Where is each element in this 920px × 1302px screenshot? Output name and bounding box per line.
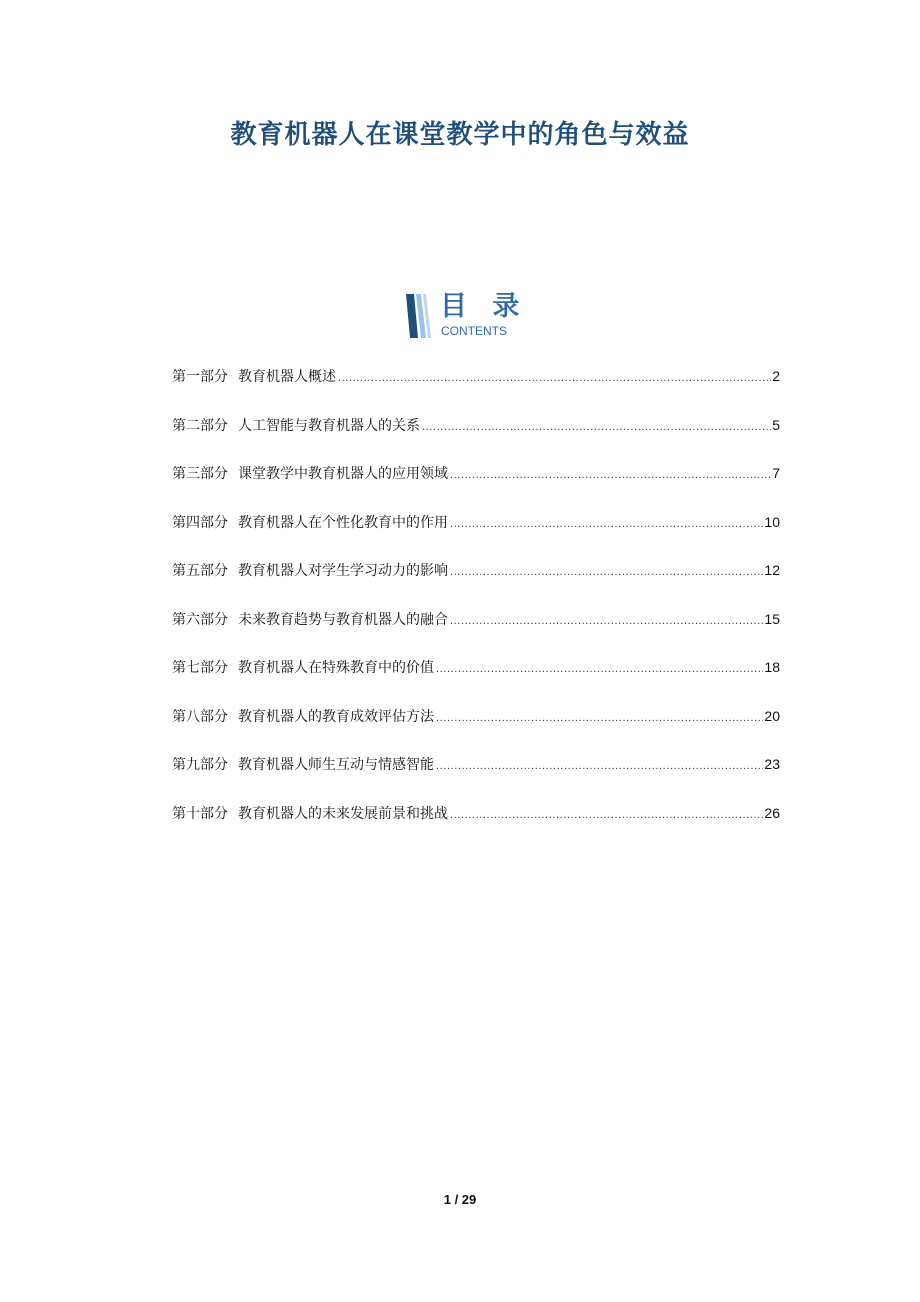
toc-entry-part: 第二部分 (172, 417, 228, 434)
toc-dot-leader (436, 659, 763, 679)
toc-entry-page: 10 (764, 513, 780, 530)
toc-entry-title: 教育机器人对学生学习动力的影响 (238, 563, 448, 579)
toc-dot-leader (450, 562, 763, 582)
toc-entry-page: 7 (772, 465, 780, 481)
toc-entry-title: 教育机器人师生互动与情感智能 (238, 757, 434, 773)
toc-entry-part: 第四部分 (172, 514, 228, 531)
toc-entry-title: 教育机器人的未来发展前景和挑战 (238, 805, 448, 822)
toc-entry-title: 教育机器人在特殊教育中的价值 (238, 660, 434, 676)
toc-entry-5[interactable] (172, 560, 780, 609)
toc-entry-page: 18 (764, 659, 780, 675)
toc-entry-8[interactable] (172, 706, 780, 755)
toc-dot-leader (338, 368, 771, 388)
toc-entry-part: 第九部分 (172, 757, 228, 773)
toc-entry-page: 20 (764, 707, 780, 724)
toc-logo-icon (406, 294, 432, 338)
toc-entry-title: 教育机器人在个性化教育中的作用 (238, 514, 448, 531)
toc-entry-part: 第七部分 (172, 660, 228, 676)
toc-entry-2[interactable] (172, 415, 780, 464)
toc-heading: 目 录 (440, 291, 528, 322)
toc-entry-6[interactable] (172, 609, 780, 658)
toc-dot-leader (422, 417, 771, 437)
toc-entry-1[interactable] (172, 366, 780, 415)
toc-entry-page: 23 (764, 756, 780, 772)
toc-dot-leader (450, 514, 763, 534)
page-number: 1 / 29 (443, 1192, 477, 1207)
toc-entry-part: 第十部分 (172, 805, 228, 822)
toc-dot-leader (450, 611, 763, 631)
toc-entry-part: 第五部分 (172, 563, 228, 579)
toc-entry-10[interactable] (172, 803, 780, 852)
toc-entry-title: 教育机器人概述 (238, 369, 336, 385)
toc-entry-page: 26 (764, 804, 780, 821)
document-title: 教育机器人在课堂教学中的角色与效益 (230, 120, 690, 150)
toc-dot-leader (450, 465, 771, 485)
toc-entry-title: 课堂教学中教育机器人的应用领域 (238, 466, 448, 482)
toc-entry-part: 第六部分 (172, 611, 228, 628)
toc-entry-page: 15 (764, 610, 780, 627)
toc-entry-3[interactable] (172, 463, 780, 512)
toc-entry-title: 教育机器人的教育成效评估方法 (238, 708, 434, 725)
toc-entry-page: 5 (772, 416, 780, 433)
toc-entry-page: 12 (764, 562, 780, 578)
toc-entry-page: 2 (772, 368, 780, 384)
table-of-contents (172, 366, 780, 851)
toc-entry-part: 第一部分 (172, 369, 228, 385)
toc-entry-4[interactable] (172, 512, 780, 561)
toc-entry-part: 第三部分 (172, 466, 228, 482)
toc-dot-leader (450, 805, 763, 825)
toc-dot-leader (436, 708, 763, 728)
toc-header (406, 292, 526, 340)
toc-entry-title: 人工智能与教育机器人的关系 (238, 417, 420, 434)
toc-entry-9[interactable] (172, 754, 780, 803)
toc-entry-part: 第八部分 (172, 708, 228, 725)
toc-dot-leader (436, 756, 763, 776)
toc-subheading: CONTENTS (441, 324, 507, 338)
toc-entry-7[interactable] (172, 657, 780, 706)
toc-entry-title: 未来教育趋势与教育机器人的融合 (238, 611, 448, 628)
